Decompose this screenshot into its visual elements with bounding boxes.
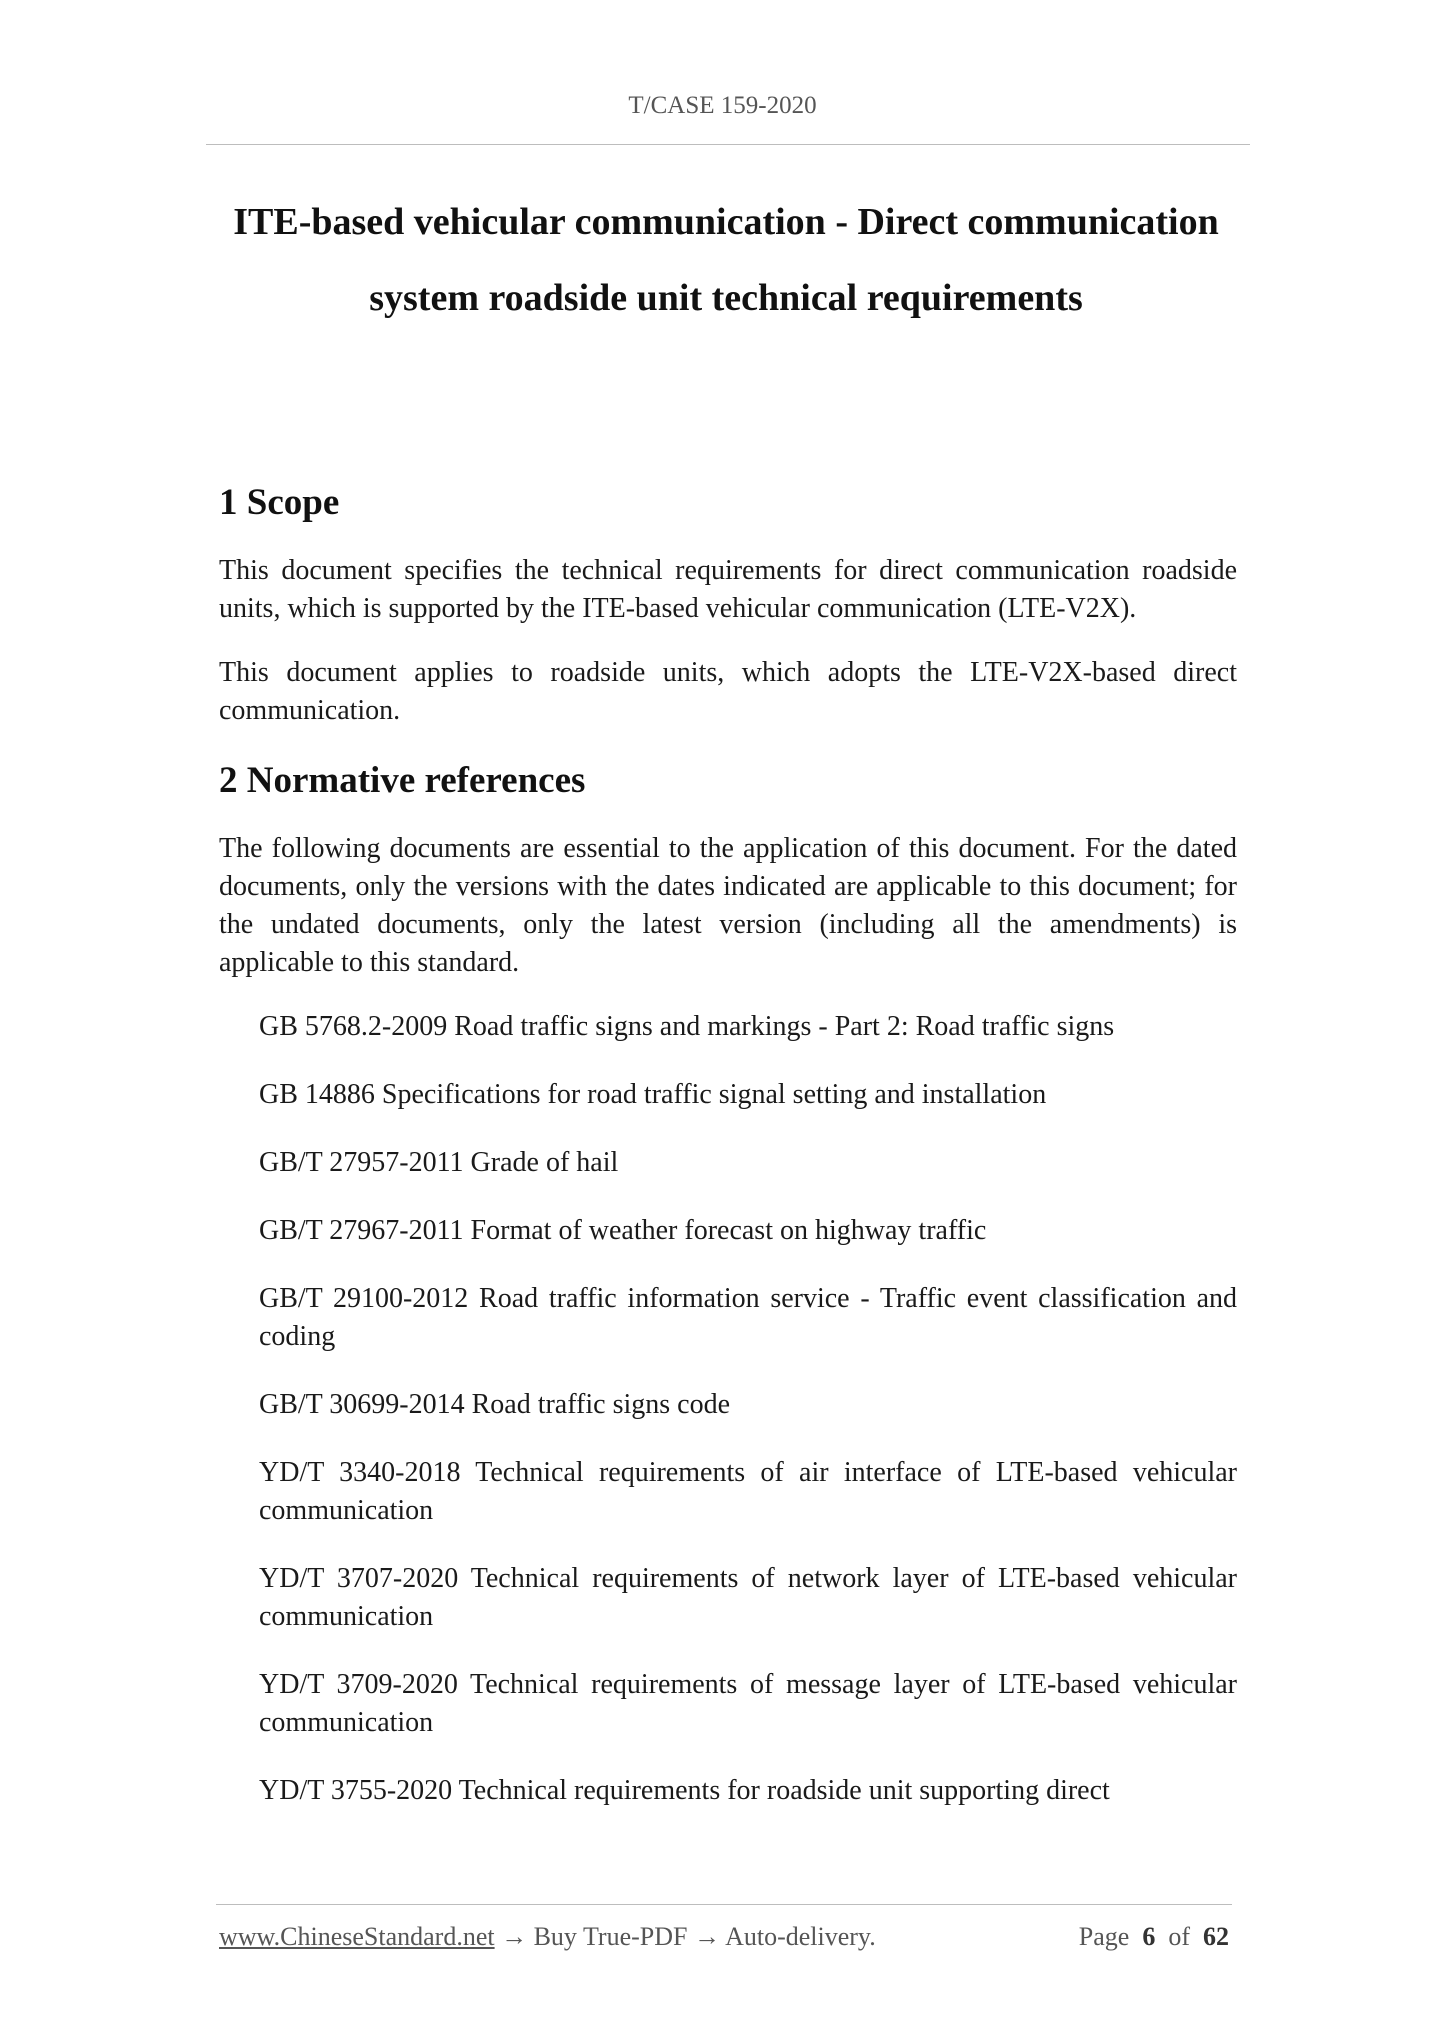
header-divider [206,144,1250,145]
normative-references-intro: The following documents are essential to the application of this document. For the dated documents, only the versions with the dates indicated are applicable to this document; for the undated documents, only the latest version (including all the amendments) is applicable to this standard. [219,833,1237,978]
document-body [219,478,1237,1810]
arrow-right-icon: → [694,1922,720,1951]
page-number: 6 [1142,1922,1156,1951]
page-total: 62 [1203,1922,1229,1951]
page-label: Page [1078,1922,1130,1951]
page-indicator [1079,1922,1229,1952]
title-line-1: ITE-based vehicular communication - Direct communication [233,201,1219,243]
buy-true-pdf-text: Buy True-PDF [533,1922,688,1951]
reference-item: GB 5768.2-2009 Road traffic signs and markings - Part 2: Road traffic signs [259,1011,1115,1042]
auto-delivery-text: Auto-delivery. [725,1922,876,1951]
document-title [206,184,1246,336]
reference-item: GB/T 27957-2011 Grade of hail [259,1147,619,1178]
footer-promo [219,1922,876,1952]
footer-divider [216,1904,1232,1905]
chinesestandard-link[interactable]: www.ChineseStandard.net [219,1922,495,1951]
normative-references-heading: 2 Normative references [219,760,586,801]
reference-item: GB/T 29100-2012 Road traffic information service - Traffic event classification and coding [259,1283,1237,1352]
reference-item: GB/T 30699-2014 Road traffic signs code [259,1389,731,1420]
scope-paragraph-1: This document specifies the technical requirements for direct communication roadside units, which is supported by the ITE-based vehicular communication (LTE-V2X). [219,555,1237,624]
scope-heading: 1 Scope [219,482,340,523]
reference-item: GB/T 27967-2011 Format of weather forecast on highway traffic [259,1215,987,1246]
reference-item: GB 14886 Specifications for road traffic signal setting and installation [259,1079,1047,1110]
title-line-2: system roadside unit technical requirements [369,277,1083,319]
reference-item: YD/T 3755-2020 Technical requirements for roadside unit supporting direct [259,1775,1110,1806]
reference-item: YD/T 3707-2020 Technical requirements of network layer of LTE-based vehicular communication [259,1563,1237,1632]
reference-item: YD/T 3709-2020 Technical requirements of message layer of LTE-based vehicular communication [259,1669,1237,1738]
reference-list [219,1008,1237,1810]
reference-item: YD/T 3340-2018 Technical requirements of air interface of LTE-based vehicular communication [259,1457,1237,1526]
arrow-right-icon: → [501,1922,528,1951]
scope-paragraph-2: This document applies to roadside units, which adopts the LTE-V2X-based direct communication. [219,657,1237,726]
of-label: of [1168,1922,1190,1951]
document-code-header: T/CASE 159-2020 [628,92,817,119]
